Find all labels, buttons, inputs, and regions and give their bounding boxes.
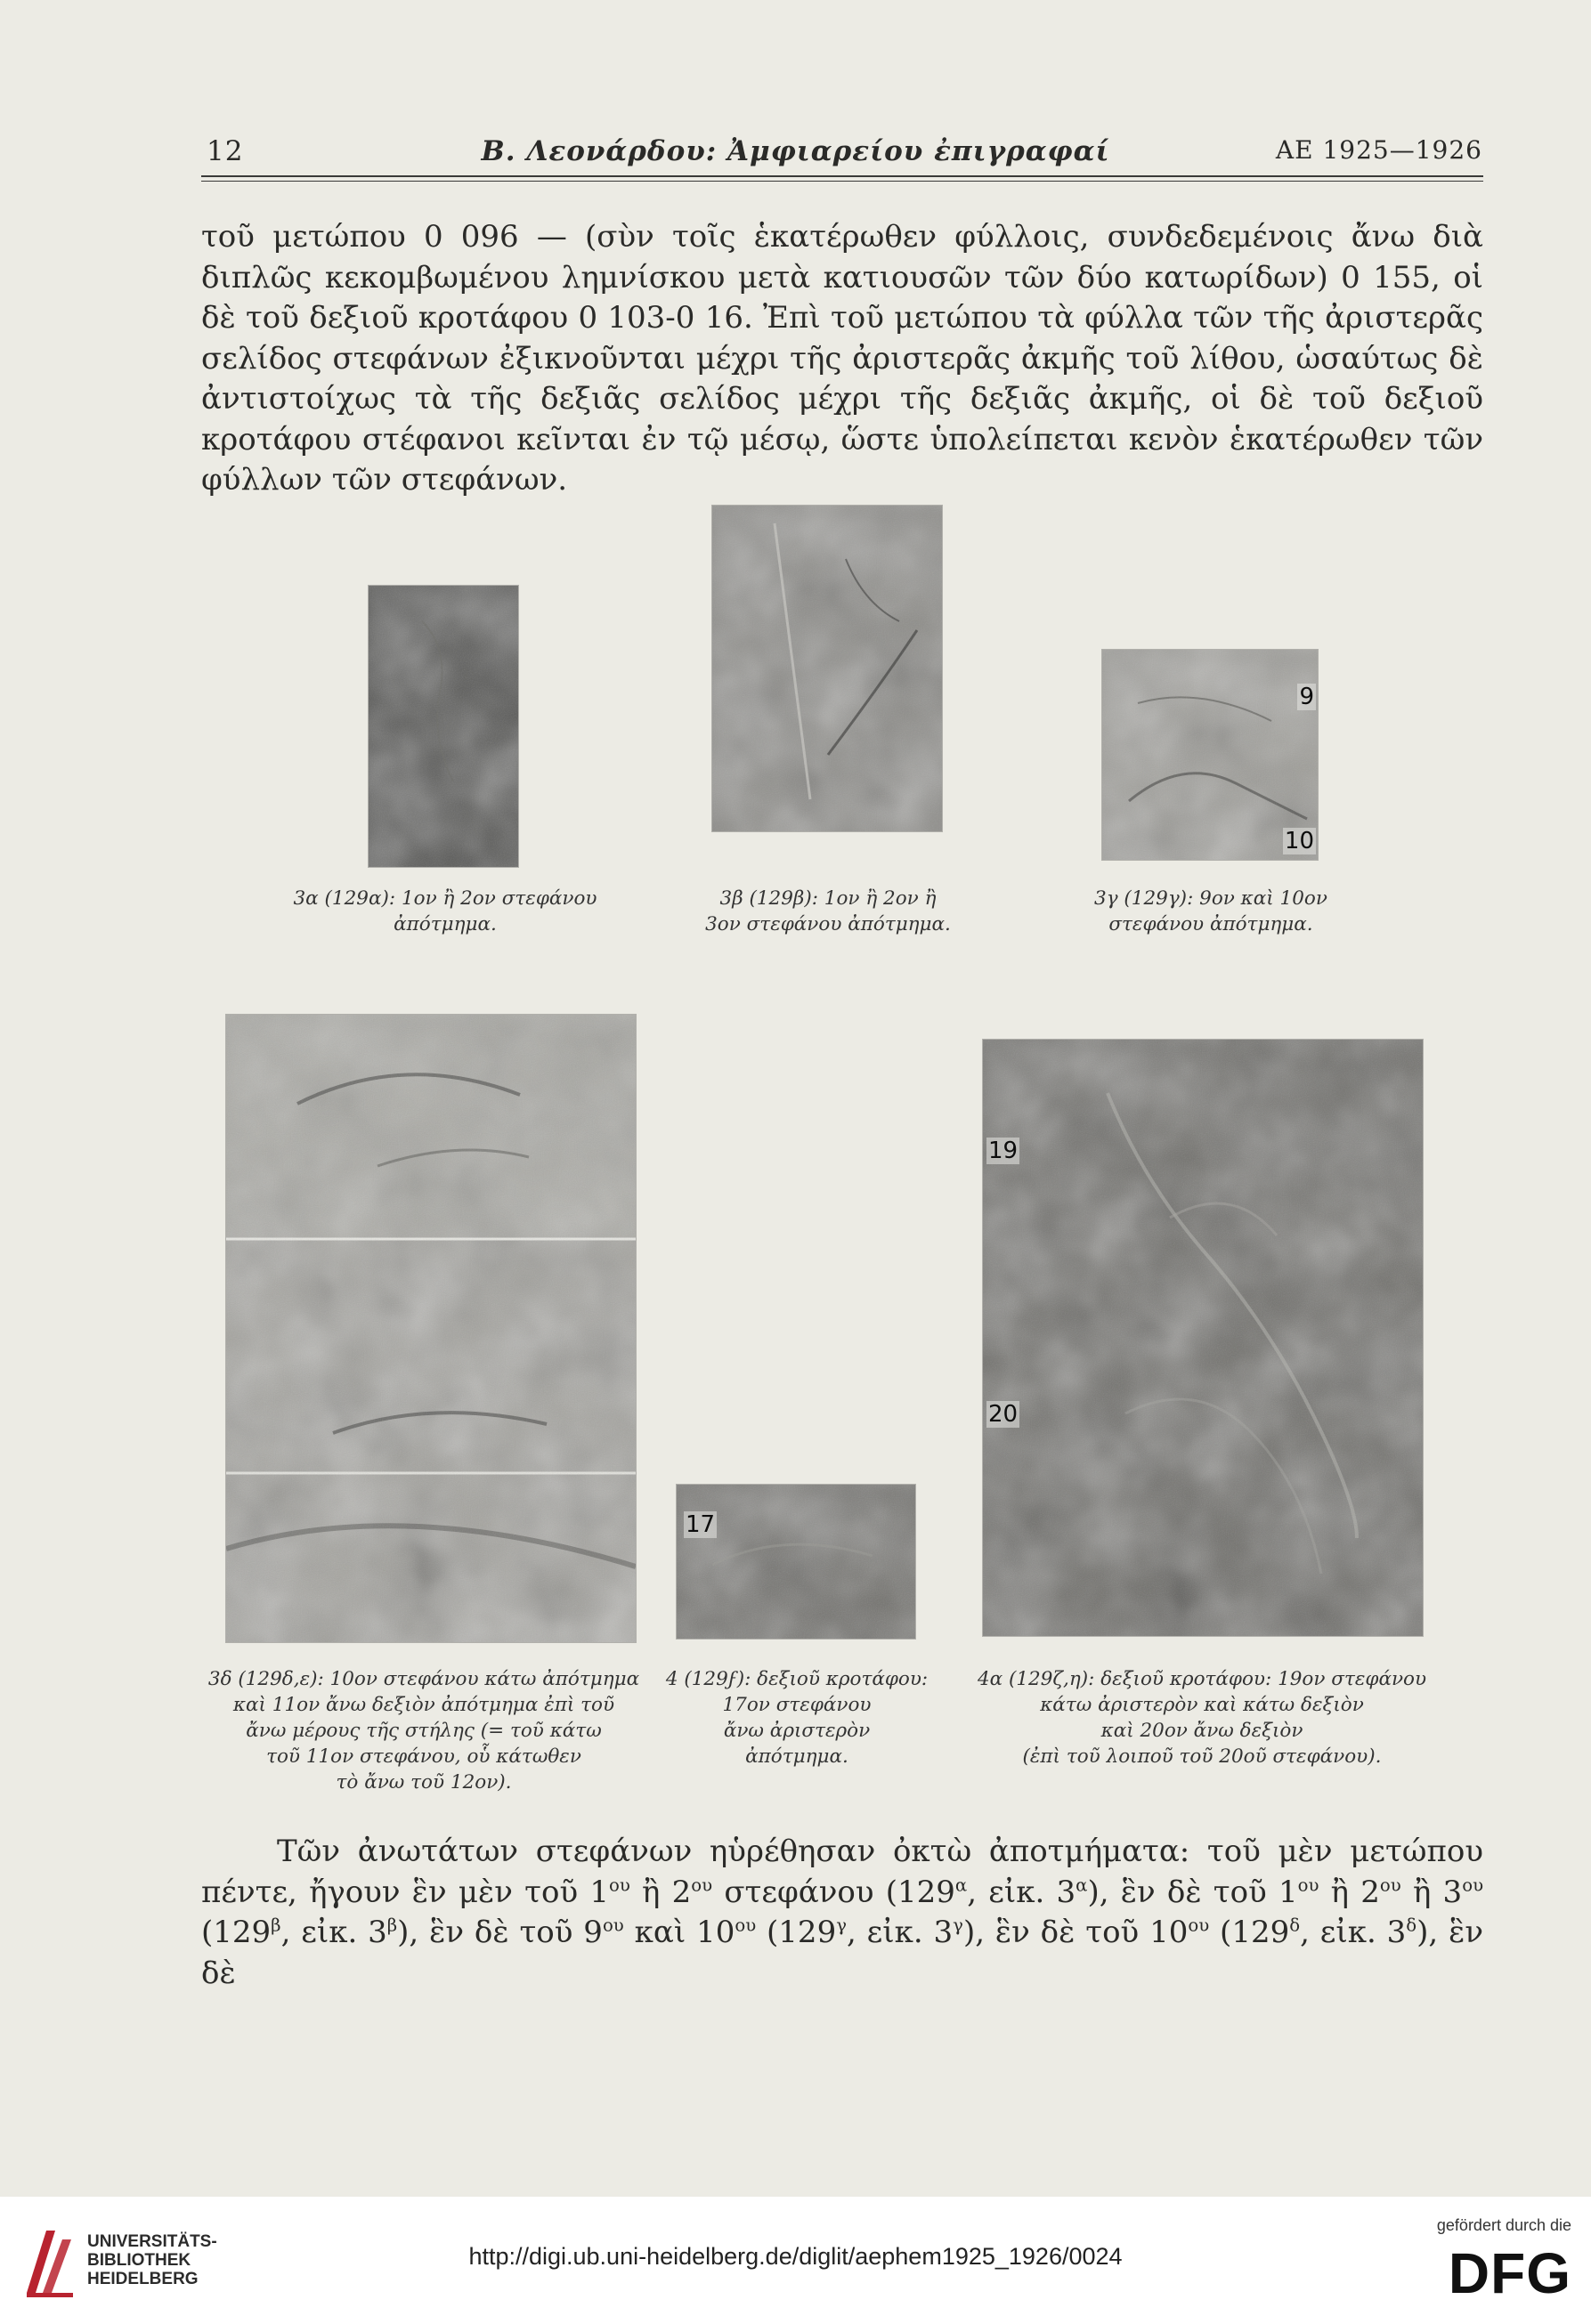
figure-3b-caption: 3β (129β): 1ον ἢ 2ον ἢ 3ον στεφάνου ἀπότμημα.	[705, 887, 951, 935]
figure-3d-image	[226, 1015, 636, 1642]
journal-volume: ΑΕ 1925—1926	[1275, 135, 1482, 165]
plate-number: 10	[1284, 828, 1314, 854]
body-paragraph-top: τοῦ μετώπου 0 096 — (σὺν τοῖς ἑκατέρωθεν φύλλοις, συνδεδεμένοις ἄνω διὰ διπλῶς κεκομβωμένου λημνίσκου μετὰ κατιουσῶν τῶν δύο κατωρίδων) 0 155, οἱ δὲ τοῦ δεξιοῦ κροτάφου 0 103-0 16. Ἐπὶ τοῦ μετώπου τὰ φύλλα τῶν τῆς ἀριστερᾶς σελίδος στεφάνων ἐξικνοῦνται μέχρι τῆς ἀριστερᾶς ἀκμῆς τοῦ λίθου, ὡσαύτως δὲ ἀντιστοίχως τὰ τῆς δεξιᾶς σελίδος μέχρι τῆς δεξιᾶς ἀκμῆς, οἱ δὲ τοῦ δεξιοῦ κροτάφου στέφανοι κεῖνται ἐν τῷ μέσῳ, ὥστε ὑπολείπεται κενὸν ἑκατέρωθεν τῶν φύλλων τῶν στεφάνων.	[201, 219, 1483, 498]
permalink-url[interactable]: http://digi.ub.uni-heidelberg.de/diglit/aephem1925_1926/0024	[468, 2243, 1123, 2270]
figure-4-caption: 4 (129ϝ): δεξιοῦ κροτάφου: 17ον στεφάνου ἄνω ἀριστερὸν ἀπότμημα.	[665, 1668, 929, 1768]
page-number: 12	[207, 135, 244, 167]
header-rule-thin	[201, 181, 1483, 182]
figure-3a-image	[369, 586, 518, 867]
plate-number: 19	[988, 1138, 1019, 1164]
figure-4a-caption: 4α (129ζ,η): δεξιοῦ κροτάφου: 19ον στεφάνου κάτω ἀριστερὸν καὶ κάτω δεξιὸν καὶ 20ον ἄνω δεξιὸν (ἐπὶ τοῦ λοιποῦ τοῦ 20οῦ στεφάνου).	[977, 1668, 1427, 1768]
university-library-name: UNIVERSITÄTS- BIBLIOTHEK HEIDELBERG	[87, 2232, 217, 2288]
funding-note: gefördert durch die	[1436, 2216, 1571, 2234]
dfg-logo: DFG	[1448, 2241, 1571, 2305]
plate-number: 17	[686, 1511, 716, 1538]
figure-4a-image	[983, 1040, 1423, 1636]
figure-4-image	[677, 1485, 915, 1639]
footer-bar	[0, 2197, 1591, 2324]
header-rule	[201, 175, 1483, 177]
figure-3g-caption: 3γ (129γ): 9ον καὶ 10ον στεφάνου ἀπότμημα.	[1094, 887, 1327, 935]
body-paragraph-bottom: Τῶν ἀνωτάτων στεφάνων ηὑρέθησαν ὀκτὼ ἀποτμήματα: τοῦ μὲν μετώπου πέντε, ἤγουν ἓν μὲν τοῦ $1^{o\upsilon}$ ἢ $2^{o\upsilon}$ στεφάνου ($129^\alpha$, εἰκ. $3^\alpha$), ἓν δὲ τοῦ $1^{o\upsilon}$ ἢ $2^{o\upsilon}$ ἢ $3^{o\upsilon}$ ($129^\beta$, εἰκ. $3^\beta$), ἓν δὲ τοῦ $9^{o\upsilon}$ καὶ $10^{o\upsilon}$ ($129^\gamma$, εἰκ. $3^\gamma$), ἓν δὲ τοῦ $10^{o\upsilon}$ ($129^\delta$, εἰκ. $3^\delta$), ἓν δὲ	[201, 1834, 1484, 1991]
plate-number: 9	[1299, 684, 1314, 710]
running-title: Β. Λεονάρδου: Ἀμφιαρείου ἐπιγραφαί	[481, 135, 1110, 167]
figure-3d-caption: 3δ (129δ,ε): 10ον στεφάνου κάτω ἀπότμημα καὶ 11ον ἄνω δεξιὸν ἀπότμημα ἐπὶ τοῦ ἄνω μέρους τῆς στήλης (= τοῦ κάτω τοῦ 11ον στεφάνου, οὗ κάτωθεν τὸ ἄνω τοῦ 12ον).	[207, 1668, 640, 1794]
plate-number: 20	[988, 1401, 1019, 1428]
figure-3b-image	[712, 506, 942, 831]
figure-3g-image	[1102, 650, 1318, 860]
figure-3a-caption: 3α (129α): 1ον ἢ 2ον στεφάνου ἀπότμημα.	[293, 887, 597, 935]
